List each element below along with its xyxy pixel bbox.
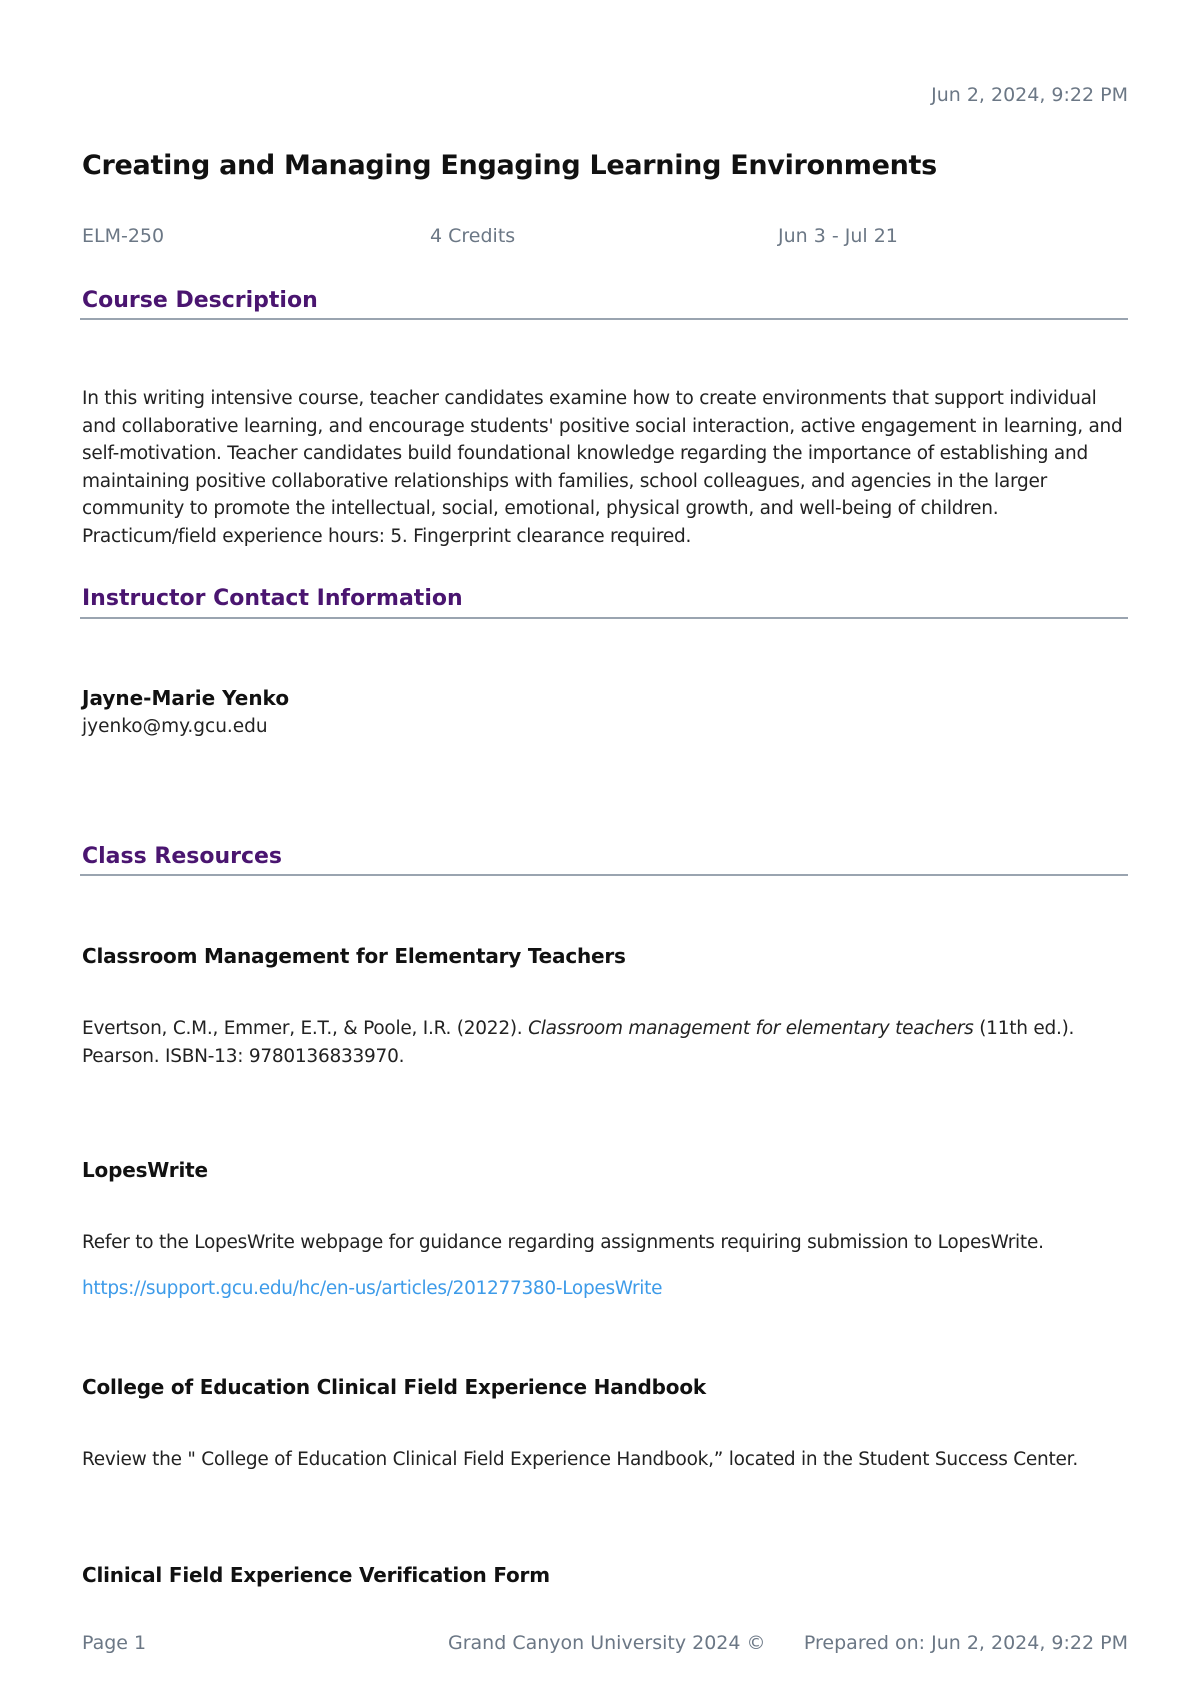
resource-text: Review the " College of Education Clinical Field Experience Handbook,” located in the Student Success Center. [82,1449,1078,1470]
citation-publisher: (11th ed.). Pearson. ISBN-13: 9780136833970. [82,1018,1075,1067]
citation-authors: Evertson, C.M., Emmer, E.T., & Poole, I.R. (2022). [82,1018,529,1039]
course-description-heading: Course Description [82,288,318,313]
print-timestamp: Jun 2, 2024, 9:22 PM [931,84,1128,106]
lopeswrite-link[interactable]: https://support.gcu.edu/hc/en-us/articles/201277380-LopesWrite [82,1278,663,1299]
copyright: Grand Canyon University 2024 © [448,1632,766,1654]
section-divider [80,617,1128,619]
resource-citation [82,1015,1132,1070]
section-divider [80,318,1128,320]
page-title: Creating and Managing Engaging Learning Environments [82,150,937,181]
resource-title: Clinical Field Experience Verification Form [82,1563,550,1587]
resource-title: Classroom Management for Elementary Teachers [82,944,626,968]
course-dates: Jun 3 - Jul 21 [778,225,898,247]
instructor-name: Jayne-Marie Yenko [82,686,290,710]
instructor-heading: Instructor Contact Information [82,586,463,611]
resource-title: College of Education Clinical Field Experience Handbook [82,1375,706,1399]
citation-book-title: Classroom management for elementary teachers [528,1018,974,1039]
class-resources-heading: Class Resources [82,844,283,869]
page-number: Page 1 [82,1632,147,1654]
prepared-on: Prepared on: Jun 2, 2024, 9:22 PM [803,1632,1128,1654]
instructor-email[interactable]: jyenko@my.gcu.edu [82,716,268,737]
resource-title: LopesWrite [82,1158,208,1182]
course-code: ELM-250 [82,225,165,247]
resource-text: Refer to the LopesWrite webpage for guidance regarding assignments requiring submission to LopesWrite. [82,1232,1044,1253]
section-divider [80,874,1128,876]
course-description-text: In this writing intensive course, teacher candidates examine how to create environments that support individual and collaborative learning, and encourage students' positive social interaction, active engagement in learning, and self-motivation. Teacher candidates build foundational knowledge regarding the importance of establishing and maintaining positive collaborative relationships with families, school colleagues, and agencies in the larger community to promote the intellectual, social, emotional, physical growth, and well-being of children. Practicum/field experience hours: 5. Fingerprint clearance required. [82,388,1123,547]
course-credits: 4 Credits [430,225,516,247]
